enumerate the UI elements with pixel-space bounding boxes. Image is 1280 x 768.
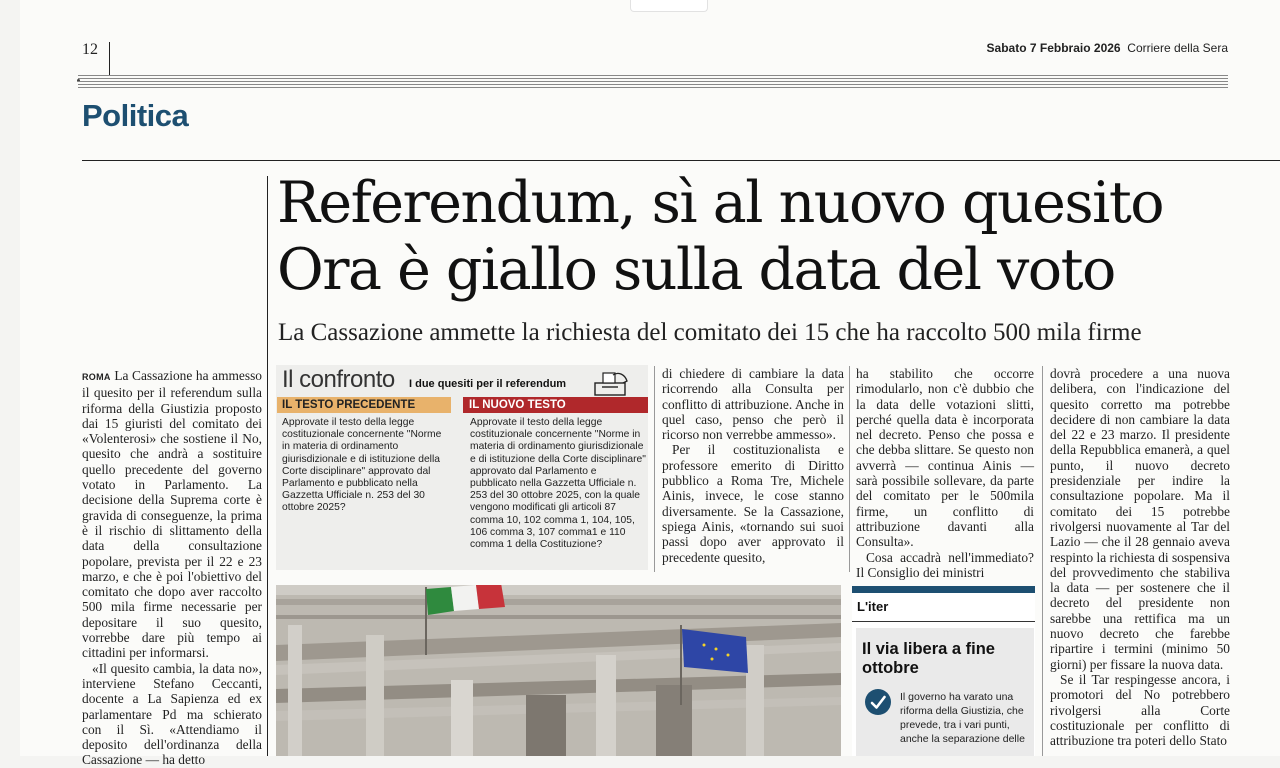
iter-title: Il via libera a fine ottobre [862,640,995,677]
article-column-3 [662,366,844,565]
dateline: ROMA [82,372,111,382]
iter-box [852,586,1035,756]
iter-top-rule [852,586,1035,593]
iter-card [856,628,1034,756]
page-number: 12 [82,41,98,58]
ballot-box-icon [589,369,633,397]
paragraph: «Il quesito cambia, la data no», interviene Stefano Ceccanti, docente a La Sapienza ed ex parlamentare Pd ma schierato con il Sì. «Attendiamo il deposito dell'ordinanza della Cassazione — ha detto [82,660,262,768]
newspaper-page [20,0,1280,768]
paragraph: dovrà procedere a una nuova delibera, con l'indicazione del quesito corretto ma potrebbe decidere di non cambiare la data del 22 e 23 marzo. Il presidente della Repubblica emanerà, a quel punto, il nuovo decreto presidenziale per indire la consultazione popolare. Ma il comitato dei 15 potrebbe rivolgersi nuovamente al Tar del Lazio — che il 28 gennaio aveva respinto la richiesta di sospensiva del provvedimento che stabiliva la data — per sostenere che il decreto del presidente non sarebbe una rettifica ma un nuovo decreto che farebbe ripartire i termini (minimo 50 giorni) per fissare la nuova data. [1050,366,1230,672]
headline-line-2: Ora è giallo sulla data del voto [277,237,1115,303]
paragraph: ha stabilito che occorre rimodularlo, non c'è dubbio che la data delle votazioni slitti, perché quella data è incorporata nel decreto. Penso che possa e che debba slittare. Se questo non avverrà — continua Ainis — sarà possibile sollevare, da parte del comitato per le 500mila firme, un conflitto di attribuzione davanti alla Consulta». [856,366,1034,550]
tab-nuovo-testo: IL NUOVO TESTO [463,397,648,413]
edition-line [987,41,1228,55]
column-separator [654,366,655,572]
paragraph: di chiedere di cambiare la data ricorrendo alla Consulta per conflitto di attribuzione. Anche in quel caso, penso che però il ricorso non verrebbe ammesso». [662,366,844,443]
headline-bar [267,176,268,756]
testo-precedente-text: Approvate il testo della legge costituzionale concernente "Norme in materia di ordinamento giurisdizionale e di istituzione della Corte disciplinare" approvato dal Parlamento e pubblicato nella Gazzetta Ufficiale n. 253 del 30 ottobre 2025? [282,417,442,514]
article-column-5 [1050,366,1230,748]
confronto-title: Il confronto [282,366,395,393]
iter-underline [852,621,1035,622]
article-column-1 [82,368,262,768]
column-separator [849,366,850,572]
check-icon [864,688,892,716]
tab-testo-precedente: IL TESTO PRECEDENTE [277,397,451,413]
viewer-top-tab[interactable] [630,0,708,12]
paragraph: ROMA La Cassazione ha ammesso il quesito per il referendum sulla riforma della Giustizia proposto dai 15 giuristi del comitato dei «Volenterosi» che sostiene il No, quesito che andrà a sostituire quello precedente del governo votato in Parlamento. La decisione della Suprema corte è gravida di conseguenze, la prima è il rischio di slittamento della data della consultazione popolare, prevista per il 22 e 23 marzo, e che è poi l'obiettivo del comitato che dopo aver raccolto 500 mila firme necessarie per depositare il suo quesito, vorrebbe dare più tempo ai cittadini per informarsi. [82,368,262,661]
edition-date: Sabato 7 Febbraio 2026 [986,41,1121,55]
confronto-subtitle: I due quesiti per il referendum [409,378,567,390]
paragraph: Per il costituzionalista e professore emerito di Diritto pubblico a Roma Tre, Michele Ainis, invece, le cose stanno diversamente. Se la Cassazione, spiega Ainis, «tornando sui suoi passi dopo aver approvato il precedente quesito, [662,442,844,565]
nuovo-testo-text: Approvate il testo della legge costituzionale concernente "Norme in materia di ordinamento giurisdizionale e di istituzione della Corte disciplinare" approvato dal Parlamento e pubblicato nella Gazzetta Ufficiale n. 253 del 30 ottobre 2025, con la quale vengono modificati gli articoli 87 comma 10, 102 comma 1, 104, 105, 106 comma 3, 107 comma1 e 110 comma 1 della Costituzione? [470,417,646,551]
article-column-4 [856,366,1034,580]
paragraph: Se il Tar respingesse ancora, i promotori del No potrebbero rivolgersi alla Corte costituzionale per conflitto di attribuzione tra poteri dello Stato [1050,671,1230,749]
header-rule-lines [78,75,1228,89]
building-facade-image [276,585,841,756]
page-number-divider [109,42,110,75]
paragraph: Cosa accadrà nell'immediato? Il Consiglio dei ministri [856,549,1034,580]
iter-label: L'iter [857,599,889,614]
iter-text: Il governo ha varato una riforma della Giustizia, che prevede, tra i vari punti, anche la separazione delle [900,691,1025,745]
headline [277,170,1277,304]
headline-line-1: Referendum, sì al nuovo quesito [277,170,1164,236]
section-title: Politica [82,98,189,133]
column-separator [1042,366,1043,756]
newspaper-name: Corriere della Sera [1127,41,1228,55]
section-rule [82,160,1280,161]
confronto-box [276,365,648,570]
subheadline: La Cassazione ammette la richiesta del comitato dei 15 che ha raccolto 500 mila firme [278,319,1142,346]
cassazione-photo [276,585,841,756]
